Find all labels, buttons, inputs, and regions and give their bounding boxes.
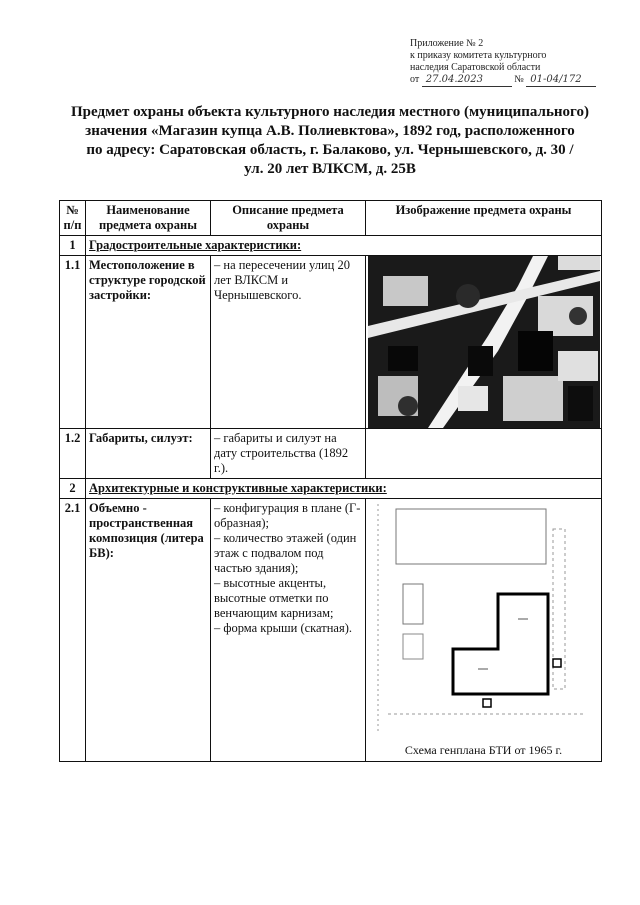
section-title: Градостроительные характеристики: bbox=[86, 236, 602, 256]
row-num: 1.2 bbox=[60, 429, 86, 479]
section-row-1 bbox=[60, 236, 602, 256]
empty-image-cell bbox=[366, 429, 602, 479]
document-title bbox=[40, 103, 620, 179]
appendix-line-1: Приложение № 2 bbox=[410, 38, 484, 49]
table-header-row bbox=[60, 201, 602, 236]
date-value: 27.04.2023 bbox=[422, 74, 512, 87]
section-title: Архитектурные и конструктивные характеристики: bbox=[86, 479, 602, 499]
row-desc bbox=[211, 256, 366, 429]
aerial-photo bbox=[368, 256, 600, 428]
site-plan-cell bbox=[366, 499, 602, 762]
protection-table bbox=[59, 200, 602, 762]
row-name: Объемно - пространственная композиция (литера БВ): bbox=[86, 499, 211, 762]
title-line-4: ул. 20 лет ВЛКСМ, д. 25В bbox=[244, 161, 416, 177]
row-desc bbox=[211, 499, 366, 762]
appendix-block bbox=[410, 38, 625, 88]
table-row bbox=[60, 256, 602, 429]
appendix-line-3: наследия Саратовской области bbox=[410, 62, 541, 73]
desc-item: – высотные акценты, высотные отметки по венчающим карнизам; bbox=[214, 576, 334, 620]
title-line-3: по адресу: Саратовская область, г. Балаково, ул. Чернышевского, д. 30 / bbox=[86, 142, 574, 158]
site-plan-caption: Схема генплана БТИ от 1965 г. bbox=[404, 743, 563, 757]
title-line-2: значения «Магазин купца А.В. Полиевктова», 1892 год, расположенного bbox=[85, 123, 575, 139]
row-num: 2.1 bbox=[60, 499, 86, 762]
row-name: Местоположение в структуре городской застройки: bbox=[86, 256, 211, 429]
section-num: 2 bbox=[60, 479, 86, 499]
header-name: Наименование предмета охраны bbox=[86, 201, 211, 236]
number-value: 01-04/172 bbox=[526, 74, 596, 87]
table-row bbox=[60, 429, 602, 479]
table-row bbox=[60, 499, 602, 762]
row-name: Габариты, силуэт: bbox=[86, 429, 211, 479]
desc-item: – конфигурация в плане (Г-образная); bbox=[214, 501, 361, 530]
desc-item: – количество этажей (один этаж с подвалом под частью здания); bbox=[214, 531, 357, 575]
header-num: № п/п bbox=[60, 201, 86, 236]
section-row-2 bbox=[60, 479, 602, 499]
date-prefix: от bbox=[410, 74, 420, 85]
desc-item: – форма крыши (скатная). bbox=[214, 621, 353, 635]
desc-item: – габариты и силуэт на дату строительства (1892 г.). bbox=[214, 431, 349, 475]
row-desc bbox=[211, 429, 366, 479]
row-num: 1.1 bbox=[60, 256, 86, 429]
aerial-photo-cell bbox=[366, 256, 602, 429]
title-line-1: Предмет охраны объекта культурного наследия местного (муниципального) bbox=[71, 104, 589, 120]
header-img: Изображение предмета охраны bbox=[366, 201, 602, 236]
appendix-line-2: к приказу комитета культурного bbox=[410, 50, 547, 61]
header-desc: Описание предмета охраны bbox=[211, 201, 366, 236]
desc-item: – на пересечении улиц 20 лет ВЛКСМ и Чернышевского. bbox=[214, 258, 350, 302]
section-num: 1 bbox=[60, 236, 86, 256]
number-prefix: № bbox=[514, 74, 524, 85]
site-plan-drawing bbox=[368, 499, 600, 739]
appendix-date-number-row bbox=[410, 74, 625, 88]
